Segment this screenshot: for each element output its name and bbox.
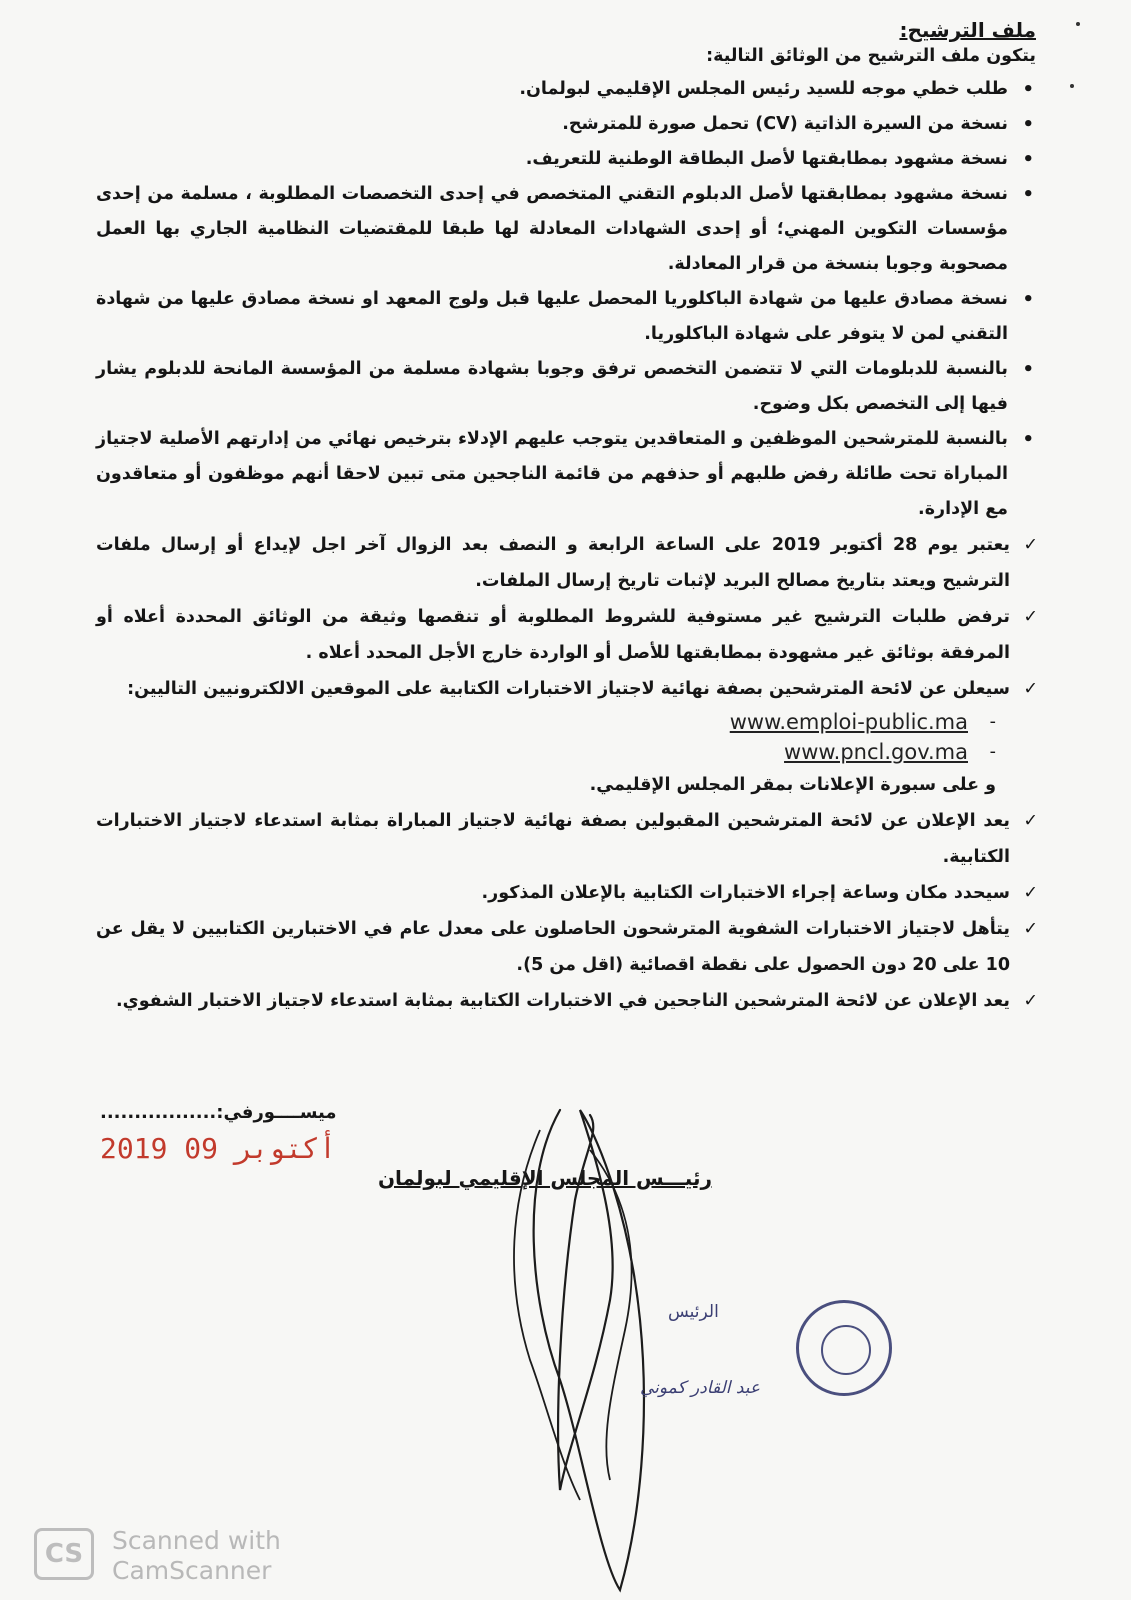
list-item: • نسخة مشهود بمطابقتها لأصل البطاقة الوطنية للتعريف. [96, 142, 1008, 177]
watermark-line2: CamScanner [112, 1556, 272, 1585]
list-item: • نسخة مصادق عليها من شهادة الباكلوريا المحصل عليها قبل ولوج المعهد او نسخة مصادق عليها من شهادة التقني لمن لا يتوفر على شهادة الباكلوريا. [96, 282, 1008, 352]
checkmark-icon: ✓ [1023, 919, 1038, 939]
checkmark-icon: ✓ [1023, 679, 1038, 699]
check-item-text: ترفض طلبات الترشيح غير مستوفية للشروط المطلوبة أو تنقصها وثيقة من الوثائق المحددة أعلاه أو المرفقة بوثائق غير مشهودة بمطابقتها للأصل أو الواردة خارج الأجل المحدد أعلاه . [96, 607, 1010, 663]
watermark-line1: Scanned with [112, 1526, 281, 1555]
list-item: • بالنسبة للدبلومات التي لا تتضمن التخصص ترفق وجوبا بشهادة مسلمة من المؤسسة المانحة للدبلوم يشار فيها إلى التخصص بكل وضوح. [96, 352, 1008, 422]
list-item: • نسخة من السيرة الذاتية (CV) تحمل صورة للمترشح. [96, 107, 1008, 142]
stamp-name: عبد القادر كموني [640, 1378, 761, 1398]
list-item: • نسخة مشهود بمطابقتها لأصل الدبلوم التقني المتخصص في إحدى التخصصات المطلوبة ، مسلمة من إحدى مؤسسات التكوين المهني؛ أو إحدى الشهادات المعادلة لها طبقا للمقتضيات النظامية الجاري بها العمل مصحوبة وجوبا بنسخة من قرار المعادلة. [96, 177, 1008, 282]
camscanner-logo: CS [34, 1528, 94, 1580]
website-link[interactable]: www.emploi-public.ma [729, 710, 968, 734]
section-title: ملف الترشيح: [899, 18, 1036, 42]
dash-marker: - [989, 712, 996, 732]
check-item-text: يعد الإعلان عن لائحة المترشحين المقبولين بصفة نهائية لاجتياز المباراة بمثابة استدعاء لاجتياز الاختبارات الكتابية. [96, 811, 1010, 867]
official-seal [796, 1300, 892, 1396]
board-note: و على سبورة الإعلانات بمقر المجلس الإقليمي. [589, 775, 996, 795]
checkmark-icon: ✓ [1023, 883, 1038, 903]
stamp-president: الرئيس [668, 1302, 719, 1322]
checkmark-icon: ✓ [1023, 607, 1038, 627]
intro-line: يتكون ملف الترشيح من الوثائق التالية: [706, 46, 1036, 66]
check-item-text: يتأهل لاجتياز الاختبارات الشفوية المترشحون الحاصلون على معدل عام في الاختبارين الكتابيين لا يقل عن 10 على 20 دون الحصول على نقطة اقصائية (اقل من 5). [96, 919, 1010, 975]
dash-marker: - [989, 742, 996, 762]
check-item-text: يعتبر يوم 28 أكتوبر 2019 على الساعة الرابعة و النصف بعد الزوال آخر اجل لإيداع أو إرسال ملفات الترشيح ويعتد بتاريخ مصالح البريد لإثبات تاريخ إرسال الملفات. [96, 535, 1010, 591]
check-item-text: سيعلن عن لائحة المترشحين بصفة نهائية لاجتياز الاختبارات الكتابية على الموقعين الالكترونيين التاليين: [127, 679, 1010, 699]
list-item: • بالنسبة للمترشحين الموظفين و المتعاقدين يتوجب عليهم الإدلاء بترخيص نهائي من إدارتهم الأصلية لاجتياز المباراة تحت طائلة رفض طلبهم أو حذفهم من قائمة الناجحين متى تبين لاحقا أنهم موظفون أو متعاقدون مع الإدارة. [96, 422, 1008, 527]
checkmark-icon: ✓ [1023, 535, 1038, 555]
checkmark-icon: ✓ [1023, 991, 1038, 1011]
check-item-text: سيحدد مكان وساعة إجراء الاختبارات الكتابية بالإعلان المذكور. [481, 883, 1010, 903]
seal-inner-ring [821, 1325, 871, 1375]
signatory-title: رئيـــس المجلس الإقليمي لبولمان [377, 1166, 712, 1190]
place-line: ميســــورفي:................. [100, 1102, 337, 1123]
date-stamp: 2019 أكتوبر 09 [100, 1132, 337, 1165]
check-item-text: يعد الإعلان عن لائحة المترشحين الناجحين في الاختبارات الكتابية بمثابة استدعاء لاجتياز الاختبار الشفوي. [116, 991, 1010, 1011]
list-item: • طلب خطي موجه للسيد رئيس المجلس الإقليمي لبولمان. [96, 72, 1008, 107]
camscanner-watermark [112, 1526, 281, 1586]
website-link[interactable]: www.pncl.gov.ma [784, 740, 968, 764]
checkmark-icon: ✓ [1023, 811, 1038, 831]
